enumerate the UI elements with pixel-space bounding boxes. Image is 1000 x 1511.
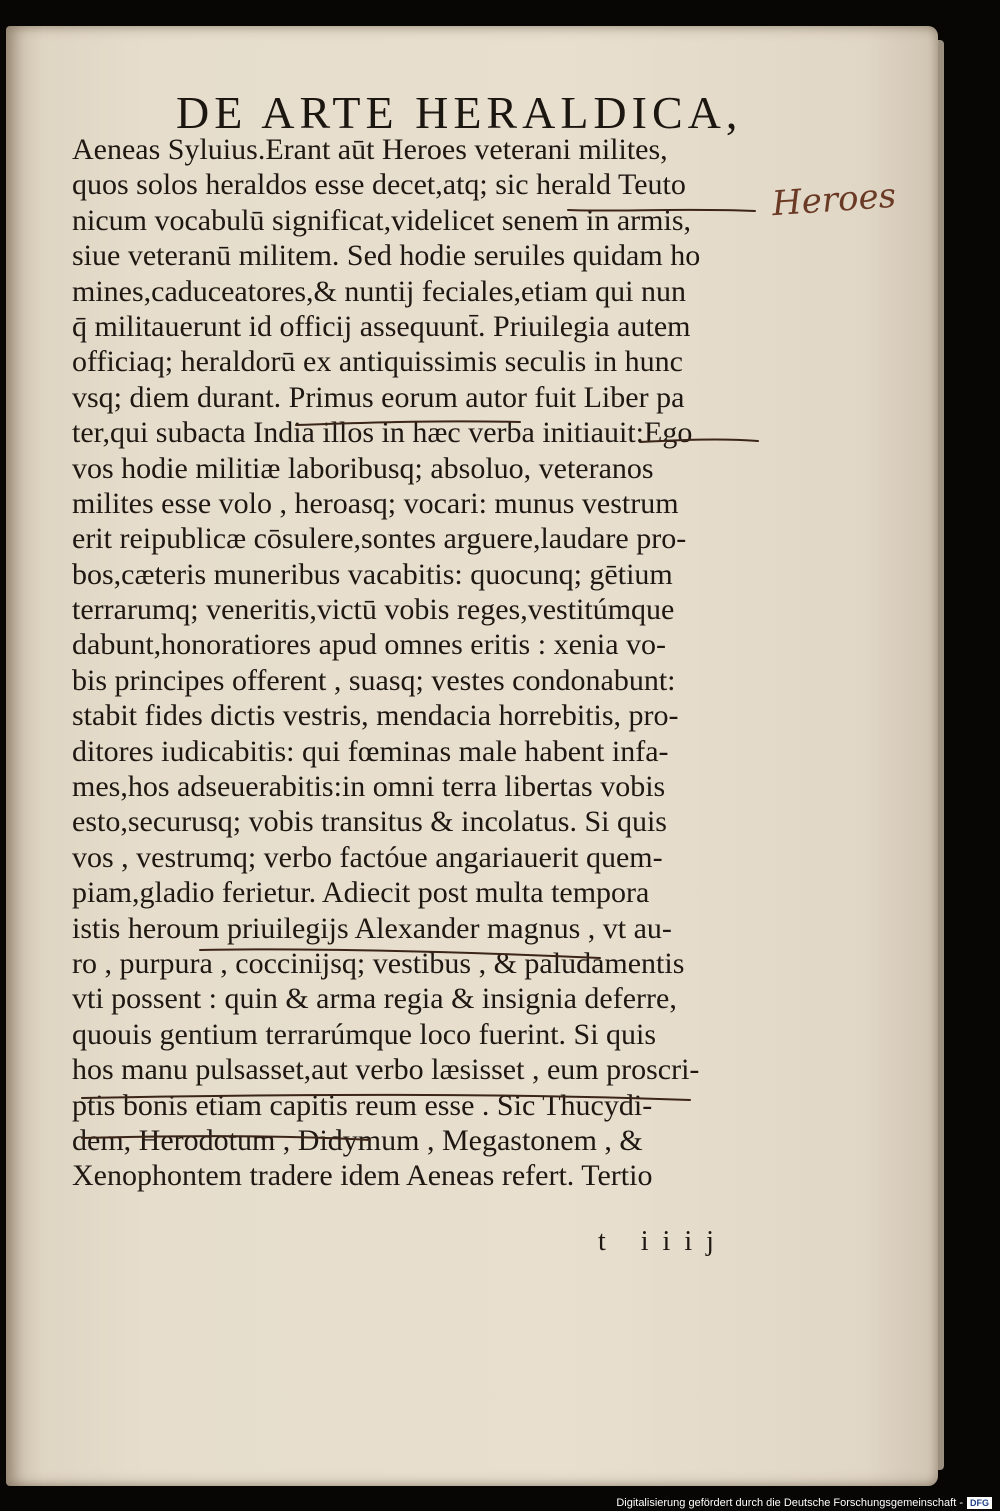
- text-line: istis heroum priuilegijs Alexander magnus , vt au-: [72, 911, 672, 945]
- dfg-logo: DFG: [967, 1497, 992, 1509]
- text-line: q̄ militauerunt id officij assequunt̄. Priuilegia autem: [72, 309, 691, 343]
- footer-credit: [616, 1497, 992, 1509]
- text-line: hos manu pulsasset,aut verbo læsisset , eum proscri-: [72, 1053, 700, 1087]
- signature-mark: t iiij: [598, 1226, 728, 1257]
- text-line: vos hodie militiæ laboribusq; absoluo, veteranos: [72, 451, 654, 485]
- page-edge: [938, 40, 944, 1470]
- text-line: Xenophontem tradere idem Aeneas refert. Tertio: [72, 1159, 653, 1193]
- text-line: milites esse volo , heroasq; vocari: munus vestrum: [72, 486, 679, 520]
- text-line: dabunt,honoratiores apud omnes eritis : xenia vo-: [72, 628, 667, 662]
- text-line: Aeneas Syluius.Erant aūt Heroes veterani milites,: [72, 133, 668, 166]
- text-line: dem, Herodotum , Didymum , Megastonem , &: [72, 1123, 643, 1157]
- margin-note-handwritten: Heroes: [770, 175, 898, 225]
- text-line: vti possent : quin & arma regia & insignia deferre,: [72, 982, 677, 1016]
- text-line: quos solos heraldos esse decet,atq; sic herald Teuto: [72, 168, 686, 202]
- text-line: vos , vestrumq; verbo factóue angariauerit quem-: [72, 840, 663, 874]
- text-line: siue veteranū militem. Sed hodie seruiles quidam ho: [72, 239, 701, 273]
- text-block: [72, 132, 748, 1194]
- text-line: terrarumq; veneritis,victū vobis reges,vestitúmque: [72, 593, 675, 627]
- text-line: ter,qui subacta India illos in hæc verba initiauit:Ego: [72, 416, 693, 450]
- running-head: DE ARTE HERALDICA,: [176, 87, 743, 138]
- text-line: vsq; diem durant. Primus eorum autor fuit Liber pa: [72, 380, 685, 414]
- text-line: bis principes offerent , suasq; vestes condonabunt:: [72, 663, 676, 697]
- text-line: erit reipublicæ cōsulere,sontes arguere,laudare pro-: [72, 522, 687, 556]
- text-line: ro , purpura , coccinijsq; vestibus , & paludamentis: [72, 946, 685, 980]
- text-line: piam,gladio ferietur. Adiecit post multa tempora: [72, 876, 650, 910]
- text-line: mes,hos adseuerabitis:in omni terra libertas vobis: [72, 770, 666, 804]
- text-line: nicum vocabulū significat,videlicet senem in armis,: [72, 203, 691, 237]
- text-line: mines,caduceatores,& nuntij feciales,etiam qui nun: [72, 274, 686, 308]
- text-line: esto,securusq; vobis transitus & incolatus. Si quis: [72, 805, 667, 839]
- text-line: ptis bonis etiam capitis reum esse . Sic Thucydi-: [72, 1088, 653, 1122]
- text-line: quouis gentium terrarúmque loco fuerint. Si quis: [72, 1017, 657, 1051]
- text-line: ditores iudicabitis: qui fœminas male habent infa-: [72, 734, 669, 768]
- footer-text: Digitalisierung gefördert durch die Deutsche Forschungsgemeinschaft -: [616, 1497, 963, 1509]
- text-line: officiaq; heraldorū ex antiquissimis seculis in hunc: [72, 345, 683, 379]
- text-line: bos,cæteris muneribus vacabitis: quocunq; gētium: [72, 557, 673, 591]
- text-line: stabit fides dictis vestris, mendacia horrebitis, pro-: [72, 699, 679, 733]
